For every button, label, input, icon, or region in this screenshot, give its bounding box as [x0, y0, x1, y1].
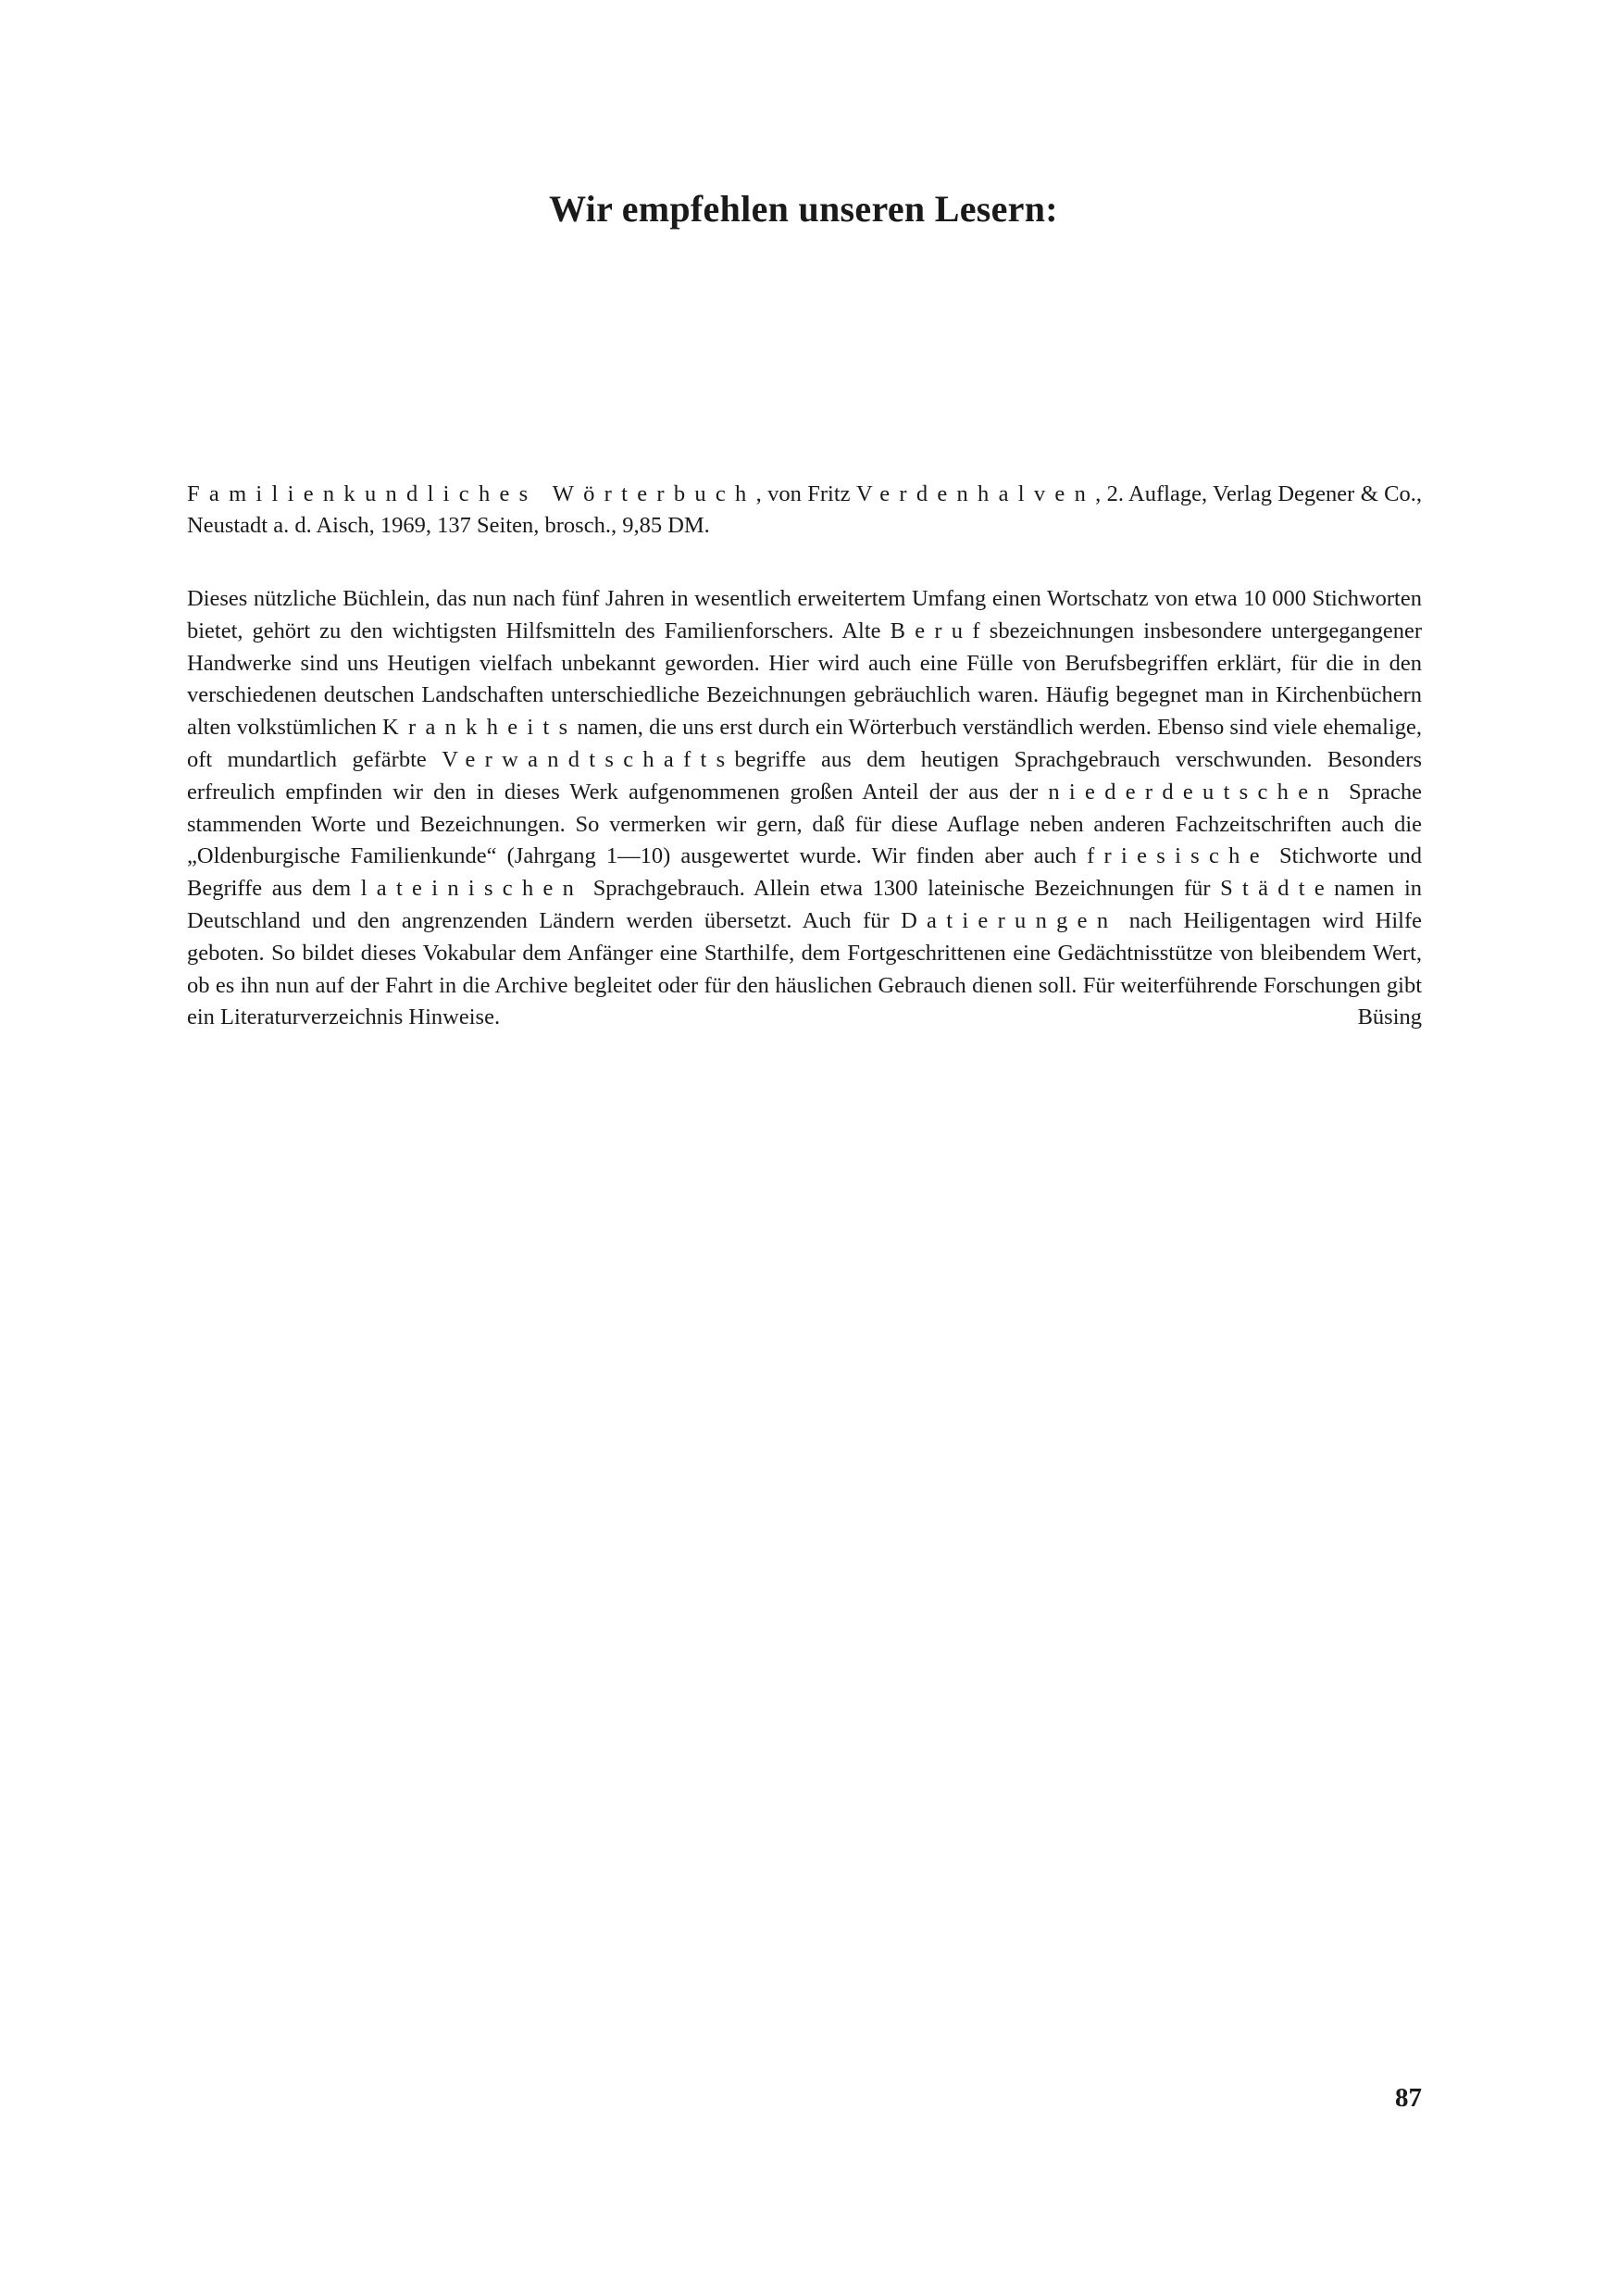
review-segment: nach Heiligentagen wird Hilfe geboten. So bildet dieses Vokabular dem Anfänger eine Starthilfe, dem Fortgeschrittenen eine Gedächtnisstütze von bleibendem Wert, ob es ihn nun auf der Fahrt in die Archive begleitet oder für den häuslichen Gebrauch dienen soll. Für weiterführende Forschungen gibt ein Literaturverzeichnis Hinweise.: [187, 907, 1423, 1030]
emphasis-term: Städte: [1220, 876, 1335, 902]
review-segment: Stichworte und Begriffe aus dem: [187, 843, 1422, 902]
citation-details: , 2. Auflage, Verlag Degener & Co., Neustadt a. d. Aisch, 1969, 137 Seiten, brosch., 9,85 DM.: [187, 481, 1422, 538]
emphasis-term: Krankheits: [382, 715, 578, 741]
review-segment: Sprache stammenden Worte und Bezeichnungen. So vermerken wir gern, daß für diese Auflage neben anderen Fachzeitschriften auch die „Oldenburgische Familienkunde“ (Jahrgang 1—10) ausgewertet wurde. Wir finden aber auch: [187, 779, 1422, 869]
review-segment: sbezeichnungen insbesondere untergegangener Handwerke sind uns Heutigen vielfach unbekannt geworden. Hier wird auch eine Fülle von Berufsbegriffen erklärt, für die in den verschiedenen deutschen Landschaften unterschiedliche Bezeichnungen gebräuchlich waren. Häufig begegnet man in Kirchenbüchern alten volkstümlichen: [187, 618, 1422, 741]
review-segment: begriffe aus dem heutigen Sprachgebrauch verschwunden. Besonders erfreulich empfinden wir den in dieses Werk aufgenommenen großen Anteil der aus der: [187, 746, 1422, 805]
emphasis-term: lateinischen: [360, 876, 584, 902]
review-segment: Dieses nützliche Büchlein, das nun nach fünf Jahren in wesentlich erweitertem Umfang einen Wortschatz von etwa 10 000 Stichworten bietet, gehört zu den wichtigsten Hilfsmitteln des Familienforschers. Alte: [187, 586, 1422, 643]
reviewer-signature: Büsing: [1357, 1004, 1422, 1030]
citation-by: , von Fritz: [755, 481, 856, 506]
emphasis-term: Beruf: [890, 618, 990, 643]
book-citation: [187, 479, 1422, 542]
emphasis-term: friesische: [1087, 843, 1269, 869]
page-title: Wir empfehlen unseren Lesern:: [549, 188, 1058, 230]
page-number: 87: [1395, 2083, 1422, 2113]
book-author: Verdenhalven: [855, 481, 1096, 506]
emphasis-term: niederdeutschen: [1048, 779, 1339, 805]
review-segment: Sprachgebrauch. Allein etwa 1300 lateinische Bezeichnungen für: [583, 876, 1221, 902]
emphasis-term: Datierungen: [901, 907, 1118, 933]
emphasis-term: Verwandtschafts: [442, 746, 735, 772]
review-segment: namen in Deutschland und den angrenzenden Ländern werden übersetzt. Auch für: [187, 876, 1422, 933]
book-title: Familienkundliches Wörterbuch: [187, 481, 756, 506]
review-text: [187, 583, 1422, 1034]
review-segment: namen, die uns erst durch ein Wörterbuch verständlich werden. Ebenso sind viele ehemalige, oft mundartlich gefärbte: [187, 715, 1422, 772]
